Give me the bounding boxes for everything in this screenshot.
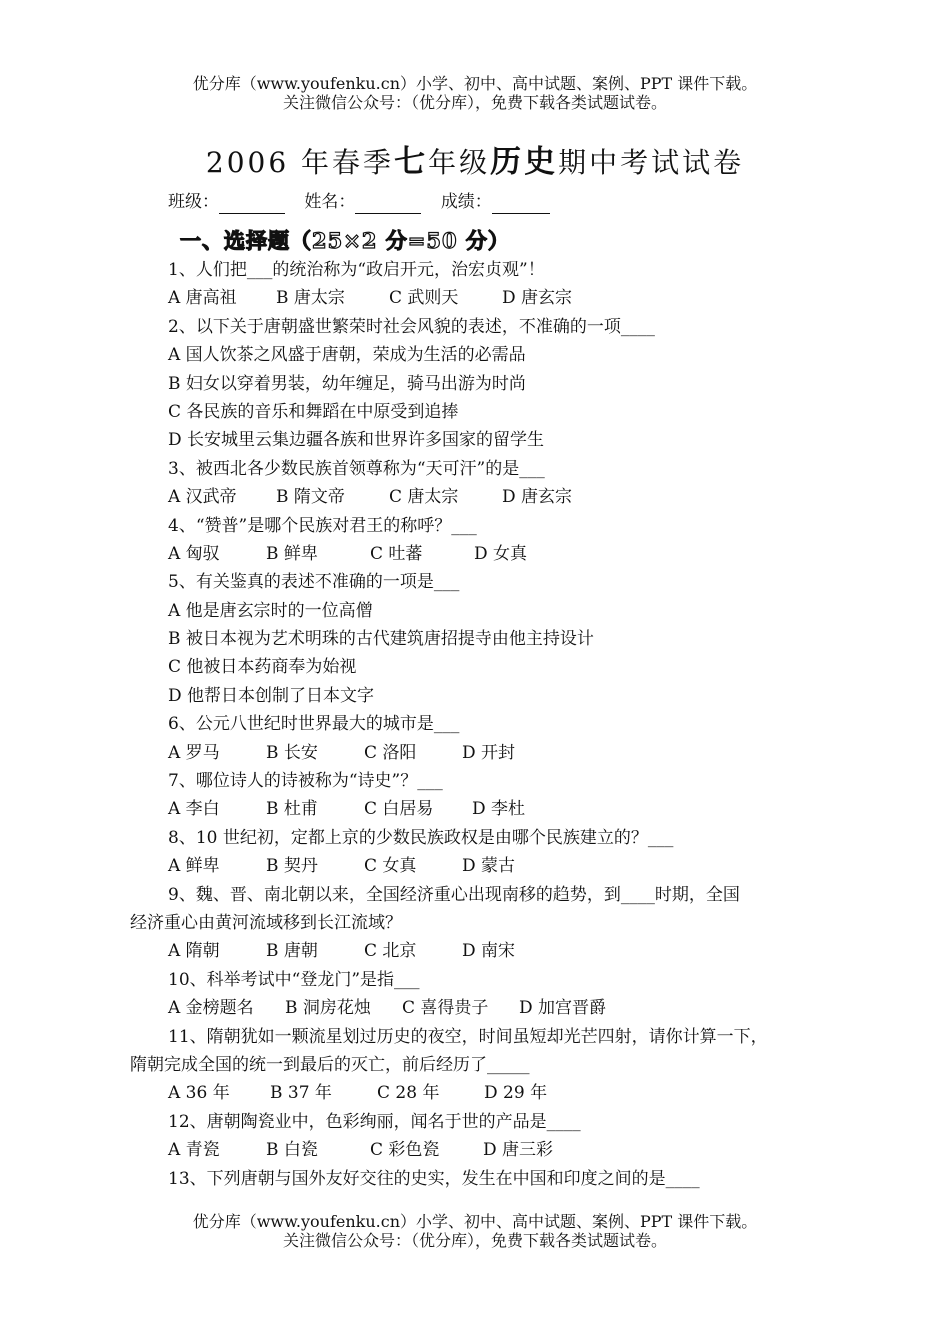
option[interactable]: C 白居易 xyxy=(364,799,434,820)
option[interactable]: D 女真 xyxy=(474,543,528,564)
section-title: 一、选择题（25×2 分=50 分） xyxy=(180,228,510,253)
option[interactable]: D 李杜 xyxy=(472,799,526,820)
option[interactable]: C 北京 xyxy=(364,941,417,962)
option-line[interactable]: A 国人饮茶之风盛于唐朝，荣成为生活的必需品 xyxy=(168,345,526,366)
option[interactable]: B 唐朝 xyxy=(266,941,318,962)
question-stem: 11、隋朝犹如一颗流星划过历史的夜空，时间虽短却光芒四射，请你计算一下， xyxy=(168,1026,768,1047)
score-label: 成绩： xyxy=(440,192,492,212)
option-row xyxy=(130,937,840,965)
question-stem: 4、“赞普”是哪个民族对君王的称呼？___ xyxy=(168,515,477,536)
option[interactable]: B 唐太宗 xyxy=(276,288,345,309)
name-blank[interactable] xyxy=(355,195,421,214)
option[interactable]: D 唐玄宗 xyxy=(502,487,573,508)
question-stem: 8、10 世纪初，定都上京的少数民族政权是由哪个民族建立的？___ xyxy=(168,827,674,848)
option-row xyxy=(130,540,840,568)
question-stem: 3、被西北各少数民族首领尊称为“天可汗”的是___ xyxy=(168,458,545,479)
option[interactable]: A 李白 xyxy=(168,799,220,820)
title-part-3: 年级 xyxy=(428,146,491,179)
option-line[interactable]: C 各民族的音乐和舞蹈在中原受到追捧 xyxy=(168,401,459,422)
name-field xyxy=(304,190,421,214)
option-line[interactable]: B 被日本视为艺术明珠的古代建筑唐招提寺由他主持设计 xyxy=(168,629,594,650)
option-row xyxy=(130,994,840,1022)
question-stem-continued: 隋朝完成全国的统一到最后的灭亡，前后经历了_____ xyxy=(130,1054,530,1075)
header-line-2: 关注微信公众号：（优分库），免费下载各类试题试卷。 xyxy=(282,93,667,112)
score-blank[interactable] xyxy=(492,195,550,214)
question-stem: 12、唐朝陶瓷业中，色彩绚丽，闻名于世的产品是____ xyxy=(168,1111,581,1132)
option[interactable]: C 28 年 xyxy=(377,1083,440,1104)
question-stem: 10、科举考试中“登龙门”是指___ xyxy=(168,969,420,990)
question-stem: 13、下列唐朝与国外友好交往的史实，发生在中国和印度之间的是____ xyxy=(168,1168,700,1189)
option[interactable]: A 36 年 xyxy=(168,1083,230,1104)
option[interactable]: C 喜得贵子 xyxy=(402,998,489,1019)
question-stem: 2、以下关于唐朝盛世繁荣时社会风貌的表述，不准确的一项____ xyxy=(168,316,655,337)
title-part-1: 2006 年春季 xyxy=(205,146,395,179)
option[interactable]: D 唐三彩 xyxy=(483,1140,554,1161)
option[interactable]: B 隋文帝 xyxy=(276,487,345,508)
option[interactable]: A 金榜题名 xyxy=(168,998,254,1019)
option[interactable]: A 唐高祖 xyxy=(168,288,237,309)
page-footer xyxy=(0,1212,950,1250)
option-row xyxy=(130,1136,840,1164)
header-line-1: 优分库（www.youfenku.cn）小学、初中、高中试题、案例、PPT 课件下载。 xyxy=(192,74,758,93)
student-info-row xyxy=(168,190,564,214)
option[interactable]: A 匈驭 xyxy=(168,543,220,564)
class-label: 班级： xyxy=(168,192,219,212)
page-header xyxy=(0,74,950,112)
option[interactable]: C 洛阳 xyxy=(364,742,417,763)
option[interactable]: C 女真 xyxy=(364,856,417,877)
option[interactable]: D 蒙古 xyxy=(462,856,516,877)
question-list xyxy=(130,256,840,1193)
question-stem: 6、公元八世纪时世界最大的城市是___ xyxy=(168,714,460,735)
option-line[interactable]: D 他帮日本创制了日本文字 xyxy=(168,685,375,706)
class-blank[interactable] xyxy=(219,195,285,214)
exam-title xyxy=(0,142,950,183)
option[interactable]: B 白瓷 xyxy=(266,1140,318,1161)
option[interactable]: C 唐太宗 xyxy=(389,487,459,508)
option[interactable]: D 加宫晋爵 xyxy=(519,998,607,1019)
score-field xyxy=(441,190,550,214)
option-row xyxy=(130,739,840,767)
option[interactable]: D 29 年 xyxy=(484,1083,548,1104)
option[interactable]: B 杜甫 xyxy=(266,799,318,820)
option[interactable]: A 汉武帝 xyxy=(168,487,237,508)
option[interactable]: B 契丹 xyxy=(266,856,318,877)
option[interactable]: B 37 年 xyxy=(270,1083,332,1104)
option[interactable]: C 彩色瓷 xyxy=(370,1140,440,1161)
question-stem-continued: 经济重心由黄河流域移到长江流域？ xyxy=(130,912,402,933)
title-part-5: 期中考试试卷 xyxy=(558,146,745,179)
option-line[interactable]: A 他是唐玄宗时的一位高僧 xyxy=(168,600,373,621)
option[interactable]: C 武则天 xyxy=(389,288,459,309)
title-part-4: 历史 xyxy=(490,144,559,180)
option-row xyxy=(130,284,840,312)
option[interactable]: A 鲜卑 xyxy=(168,856,220,877)
option-line[interactable]: B 妇女以穿着男装，幼年缠足，骑马出游为时尚 xyxy=(168,373,526,394)
option[interactable]: D 唐玄宗 xyxy=(502,288,573,309)
question-stem: 5、有关鉴真的表述不准确的一项是___ xyxy=(168,572,460,593)
class-field xyxy=(168,190,285,214)
option[interactable]: C 吐蕃 xyxy=(370,543,423,564)
option-line[interactable]: D 长安城里云集边疆各族和世界许多国家的留学生 xyxy=(168,430,545,451)
option[interactable]: B 长安 xyxy=(266,742,318,763)
footer-line-1: 优分库（www.youfenku.cn）小学、初中、高中试题、案例、PPT 课件下载。 xyxy=(192,1212,758,1231)
option-row xyxy=(130,852,840,880)
question-stem: 1、人们把___的统治称为“政启开元，治宏贞观”！ xyxy=(168,260,545,280)
option-line[interactable]: C 他被日本药商奉为始视 xyxy=(168,657,357,678)
option[interactable]: A 罗马 xyxy=(168,742,220,763)
name-label: 姓名： xyxy=(304,192,356,212)
option[interactable]: B 洞房花烛 xyxy=(285,998,371,1019)
option[interactable]: B 鲜卑 xyxy=(266,543,318,564)
option-row xyxy=(130,795,840,823)
option[interactable]: A 青瓷 xyxy=(168,1140,220,1161)
option-row xyxy=(130,483,840,511)
option[interactable]: D 开封 xyxy=(462,742,516,763)
option-row xyxy=(130,1079,840,1107)
question-stem: 7、哪位诗人的诗被称为“诗史”？___ xyxy=(168,771,443,792)
footer-line-2: 关注微信公众号：（优分库），免费下载各类试题试卷。 xyxy=(282,1231,667,1250)
option[interactable]: D 南宋 xyxy=(462,941,516,962)
question-stem: 9、魏、晋、南北朝以来，全国经济重心出现南移的趋势，到____时期，全国 xyxy=(168,884,740,905)
option[interactable]: A 隋朝 xyxy=(168,941,220,962)
title-part-2: 七 xyxy=(394,144,429,180)
